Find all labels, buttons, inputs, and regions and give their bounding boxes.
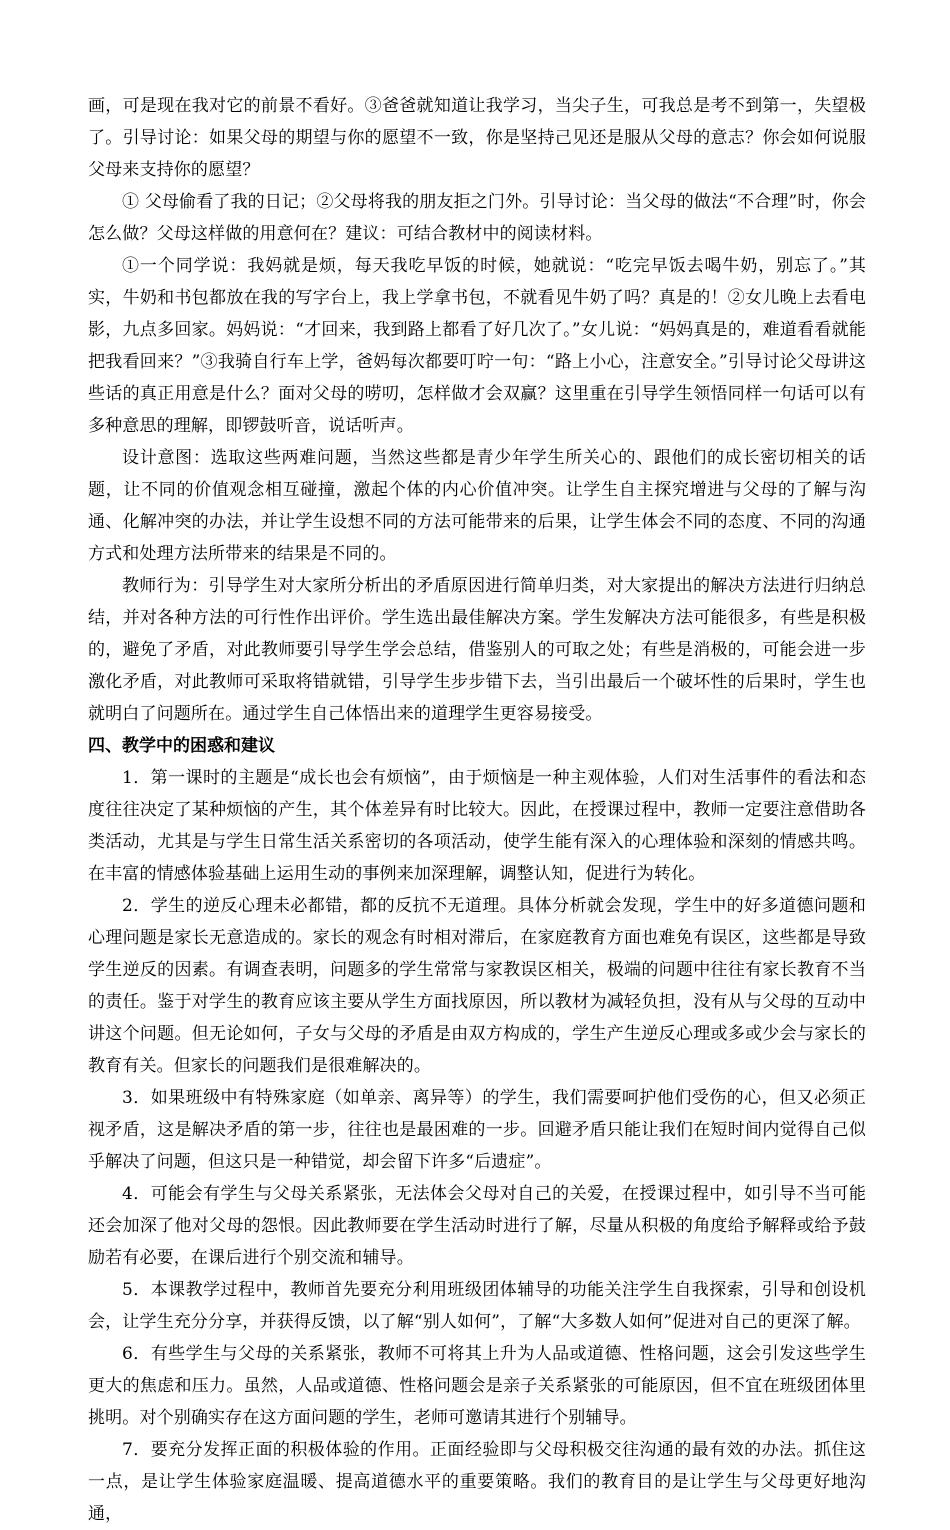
paragraph: ①一个同学说：我妈就是烦，每天我吃早饭的时候，她就说：“吃完早饭去喝牛奶，别忘了。”其实，牛奶和书包都放在我的写字台上，我上学拿书包，不就看见牛奶了吗？真是的！②女儿晚上去看电影，九点多回家。妈妈说：“才回来，我到路上都看了好几次了。”女儿说：“妈妈真是的，难道看看就能把我看回来？”③我骑自行车上学，爸妈每次都要叮咛一句：“路上小心，注意安全。”引导讨论父母讲这些话的真正用意是什么？面对父母的唠叨，怎样做才会双赢？这里重在引导学生领悟同样一句话可以有多种意思的理解，即锣鼓听音，说话听声。 [88,256,866,436]
list-item: 5．本课教学过程中，教师首先要充分利用班级团体辅导的功能关注学生自我探索，引导和创设机会，让学生充分分享，并获得反馈，以了解“别人如何”，了解“大多数人如何”促进对自己的更深了解。 [88,1280,866,1332]
list-item: 4．可能会有学生与父母关系紧张，无法体会父母对自己的关爱，在授课过程中，如引导不当可能还会加深了他对父母的怨恨。因此教师要在学生活动时进行了解，尽量从积极的角度给予解释或给予鼓励若有必要，在课后进行个别交流和辅导。 [88,1184,866,1268]
document-page [88,90,866,1530]
list-item: 1．第一课时的主题是“成长也会有烦恼”，由于烦恼是一种主观体验，人们对生活事件的看法和态度往往决定了某种烦恼的产生，其个体差异有时比较大。因此，在授课过程中，教师一定要注意借助各类活动，尤其是与学生日常生活关系密切的各项活动，使学生能有深入的心理体验和深刻的情感共鸣。在丰富的情感体验基础上运用生动的事例来加深理解，调整认知，促进行为转化。 [88,768,866,884]
paragraph: ① 父母偷看了我的日记；②父母将我的朋友拒之门外。引导讨论：当父母的做法“不合理”时，你会怎么做？父母这样做的用意何在？建议：可结合教材中的阅读材料。 [88,192,866,244]
paragraph: 画，可是现在我对它的前景不看好。③爸爸就知道让我学习，当尖子生，可我总是考不到第一，失望极了。引导讨论：如果父母的期望与你的愿望不一致，你是坚持己见还是服从父母的意志？你会如何说服父母来支持你的愿望？ [88,96,866,180]
paragraph: 教师行为：引导学生对大家所分析出的矛盾原因进行简单归类，对大家提出的解决方法进行归纳总结，并对各种方法的可行性作出评价。学生选出最佳解决方案。学生发解决方法可能很多，有些是积极的，避免了矛盾，对此教师要引导学生学会总结，借鉴别人的可取之处；有些是消极的，可能会进一步激化矛盾，对此教师可采取将错就错，引导学生步步错下去，当引出最后一个破坏性的后果时，学生也就明白了问题所在。通过学生自己体悟出来的道理学生更容易接受。 [88,576,866,724]
list-item: 7．要充分发挥正面的积极体验的作用。正面经验即与父母积极交往沟通的最有效的办法。抓住这一点，是让学生体验家庭温暖、提高道德水平的重要策略。我们的教育目的是让学生与父母更好地沟通， [88,1440,866,1524]
list-item: 6．有些学生与父母的关系紧张，教师不可将其上升为人品或道德、性格问题，这会引发这些学生更大的焦虑和压力。虽然，人品或道德、性格问题会是亲子关系紧张的可能原因，但不宜在班级团体里挑明。对个别确实存在这方面问题的学生，老师可邀请其进行个别辅导。 [88,1344,866,1428]
paragraph: 设计意图：选取这些两难问题，当然这些都是青少年学生所关心的、跟他们的成长密切相关的话题，让不同的价值观念相互碰撞，激起个体的内心价值冲突。让学生自主探究增进与父母的了解与沟通、化解冲突的办法，并让学生设想不同的方法可能带来的后果，让学生体会不同的态度、不同的沟通方式和处理方法所带来的结果是不同的。 [88,448,866,564]
section-heading: 四、教学中的困惑和建议 [88,736,275,756]
list-item: 3．如果班级中有特殊家庭（如单亲、离异等）的学生，我们需要呵护他们受伤的心，但又必须正视矛盾，这是解决矛盾的第一步，往往也是最困难的一步。回避矛盾只能让我们在短时间内觉得自己似乎解决了问题，但这只是一种错觉，却会留下许多“后遗症”。 [88,1088,866,1172]
list-item: 2．学生的逆反心理未必都错，都的反抗不无道理。具体分析就会发现，学生中的好多道德问题和心理问题是家长无意造成的。家长的观念有时相对滞后，在家庭教育方面也难免有误区，这些都是导致学生逆反的因素。有调查表明，问题多的学生常常与家教误区相关，极端的问题中往往有家长教育不当的责任。鉴于对学生的教育应该主要从学生方面找原因，所以教材为减轻负担，没有从与父母的互动中讲这个问题。但无论如何，子女与父母的矛盾是由双方构成的，学生产生逆反心理或多或少会与家长的教育有关。但家长的问题我们是很难解决的。 [88,896,866,1076]
